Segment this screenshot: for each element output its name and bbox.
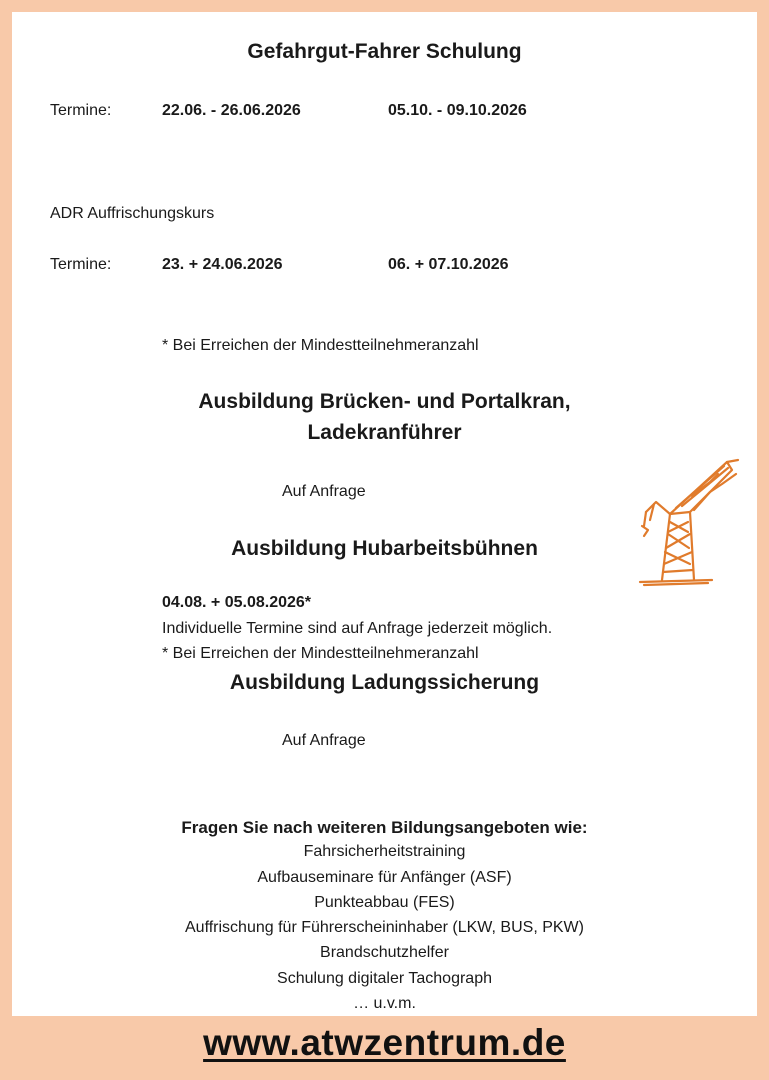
adr-title: ADR Auffrischungskurs bbox=[50, 205, 215, 222]
website-link[interactable]: www.atwzentrum.de bbox=[203, 1022, 566, 1063]
hubarbeit-title: Ausbildung Hubarbeitsbühnen bbox=[231, 537, 538, 560]
gefahrgut-date-1: 22.06. - 26.06.2026 bbox=[162, 102, 301, 119]
kran-availability: Auf Anfrage bbox=[282, 483, 366, 500]
further-item: Schulung digitaler Tachograph bbox=[277, 970, 492, 987]
adr-note: * Bei Erreichen der Mindestteilnehmeranzahl bbox=[162, 337, 479, 354]
further-item: Fahrsicherheitstraining bbox=[303, 843, 466, 860]
adr-date-1: 23. + 24.06.2026 bbox=[162, 256, 283, 273]
further-item: Brandschutzhelfer bbox=[320, 944, 449, 961]
gefahrgut-dates-label: Termine: bbox=[50, 102, 112, 119]
adr-dates-label: Termine: bbox=[50, 256, 112, 273]
ladung-availability: Auf Anfrage bbox=[282, 732, 366, 749]
page-title: Gefahrgut-Fahrer Schulung bbox=[247, 40, 522, 63]
further-heading: Fragen Sie nach weiteren Bildungsangeboten wie: bbox=[181, 818, 588, 837]
further-item: Punkteabbau (FES) bbox=[314, 894, 455, 911]
kran-title-line1: Ausbildung Brücken- und Portalkran, bbox=[198, 390, 571, 413]
further-item: Aufbauseminare für Anfänger (ASF) bbox=[257, 869, 512, 886]
hubarbeit-note: * Bei Erreichen der Mindestteilnehmeranzahl bbox=[162, 645, 479, 662]
gefahrgut-date-2: 05.10. - 09.10.2026 bbox=[388, 102, 527, 119]
ladung-title: Ausbildung Ladungssicherung bbox=[229, 671, 540, 694]
hubarbeit-info: Individuelle Termine sind auf Anfrage jederzeit möglich. bbox=[162, 620, 553, 637]
hubarbeit-date: 04.08. + 05.08.2026* bbox=[162, 594, 312, 611]
kran-title-line2: Ladekranführer bbox=[307, 421, 462, 444]
adr-date-2: 06. + 07.10.2026 bbox=[388, 256, 509, 273]
crane-icon bbox=[632, 452, 742, 592]
further-item: Auffrischung für Führerscheininhaber (LKW, BUS, PKW) bbox=[185, 919, 584, 936]
further-item: … u.v.m. bbox=[353, 995, 416, 1012]
